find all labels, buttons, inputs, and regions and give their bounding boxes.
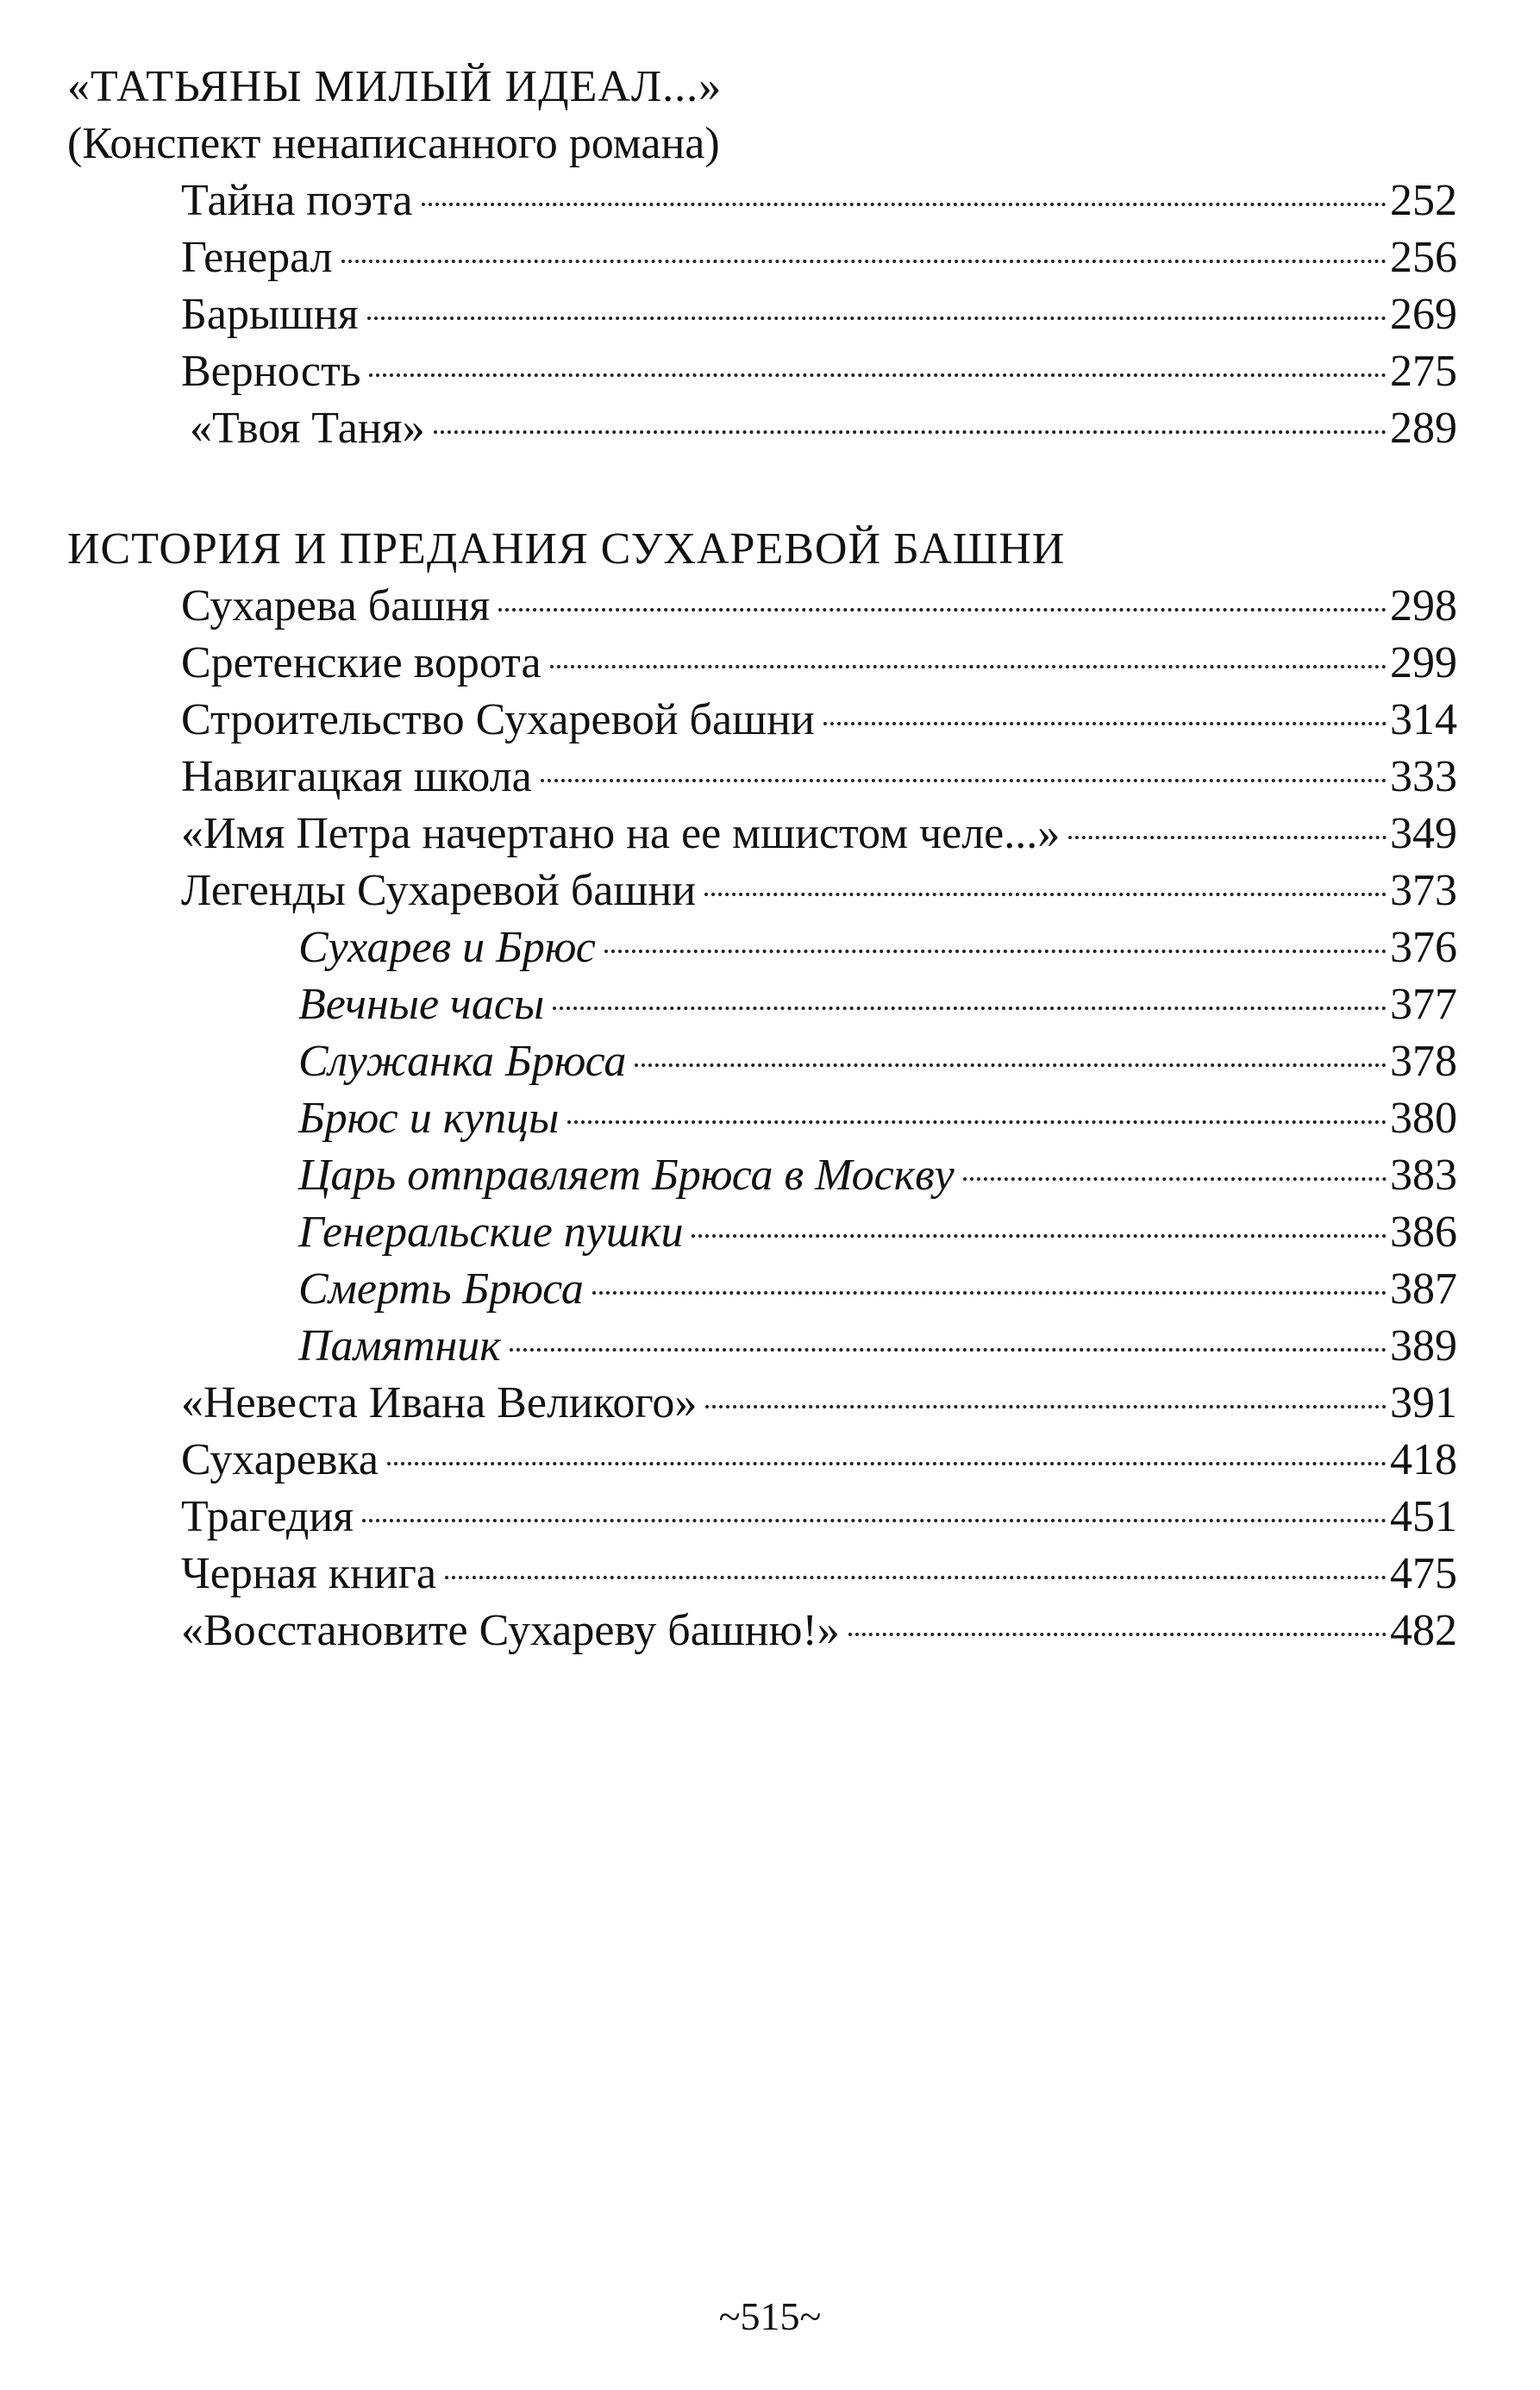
- toc-entry-title: Навигацкая школа: [181, 752, 532, 801]
- toc-entry-title: Трагедия: [181, 1492, 354, 1541]
- toc-entry[interactable]: [67, 1489, 1457, 1546]
- toc-entry-page: 314: [1390, 695, 1457, 744]
- toc-subentry-title: Генеральские пушки: [298, 1208, 684, 1257]
- toc-entry[interactable]: [67, 692, 1457, 749]
- toc-subentry-title: Вечные часы: [298, 980, 545, 1029]
- toc-entry-title: Генерал: [181, 233, 333, 282]
- toc-entry-page: 373: [1390, 866, 1457, 915]
- toc-entry-title: Сухарева башня: [181, 581, 491, 630]
- dot-leader: [705, 1405, 1387, 1408]
- toc-entry-page: 256: [1390, 233, 1457, 282]
- toc-entry-page: 333: [1390, 752, 1457, 801]
- toc-entry[interactable]: [67, 1603, 1457, 1659]
- dot-leader: [498, 608, 1387, 612]
- toc-entry[interactable]: [67, 749, 1457, 806]
- toc-entry-page: 418: [1390, 1435, 1457, 1484]
- toc-subentry-title: Памятник: [298, 1321, 501, 1371]
- dot-leader: [369, 373, 1387, 377]
- toc-subentry[interactable]: [67, 1033, 1457, 1090]
- toc-subentry-page: 376: [1390, 923, 1457, 972]
- toc-subentry-title: Брюс и купцы: [298, 1094, 560, 1143]
- toc-entry-title: Легенды Сухаревой башни: [181, 866, 697, 915]
- toc-subentry-page: 378: [1390, 1037, 1457, 1086]
- section-spacer: [67, 457, 1457, 521]
- toc-entry[interactable]: [67, 286, 1457, 343]
- dot-leader: [434, 430, 1387, 434]
- toc-entry[interactable]: [67, 578, 1457, 635]
- dot-leader: [341, 260, 1387, 263]
- toc-subentry[interactable]: [67, 1318, 1457, 1375]
- toc-entry-title: Верность: [181, 347, 361, 396]
- dot-leader: [445, 1576, 1387, 1579]
- dot-leader: [635, 1063, 1387, 1067]
- toc-subentry[interactable]: [67, 1147, 1457, 1204]
- toc-entry-title: Строительство Сухаревой башни: [181, 695, 815, 744]
- toc-subentry-page: 377: [1390, 980, 1457, 1029]
- toc-entry[interactable]: [67, 173, 1457, 229]
- toc-entry[interactable]: [67, 229, 1457, 286]
- section-title: «ТАТЬЯНЫ МИЛЫЙ ИДЕАЛ...»: [67, 62, 723, 111]
- dot-leader: [1068, 836, 1387, 839]
- toc-list: [67, 578, 1457, 1659]
- toc-entry-page: 252: [1390, 176, 1457, 225]
- dot-leader: [553, 1007, 1387, 1010]
- toc-entry-title: Барышня: [181, 290, 359, 339]
- toc-subentry-title: Сухарев и Брюс: [298, 923, 596, 972]
- dot-leader: [823, 722, 1387, 725]
- dot-leader: [592, 1291, 1387, 1295]
- dot-leader: [541, 779, 1387, 782]
- dot-leader: [963, 1177, 1387, 1181]
- toc-entry[interactable]: [67, 806, 1457, 863]
- toc-entry-title: Тайна поэта: [181, 176, 413, 225]
- toc-entry[interactable]: [67, 1546, 1457, 1603]
- toc-subentry-page: 387: [1390, 1264, 1457, 1314]
- toc-entry-title: «Восстановите Сухареву башню!»: [181, 1606, 840, 1655]
- page-number: ~515~: [718, 2294, 822, 2338]
- section-title: ИСТОРИЯ И ПРЕДАНИЯ СУХАРЕВОЙ БАШНИ: [67, 524, 1066, 574]
- toc-subentry[interactable]: [67, 976, 1457, 1033]
- toc-entry-title: «Твоя Таня»: [190, 404, 425, 453]
- toc-subentry-page: 386: [1390, 1208, 1457, 1257]
- toc-entry-page: 475: [1390, 1549, 1457, 1598]
- dot-leader: [550, 665, 1387, 668]
- dot-leader: [362, 1519, 1387, 1522]
- toc-entry-page: 391: [1390, 1378, 1457, 1427]
- toc-entry-page: 299: [1390, 638, 1457, 687]
- dot-leader: [848, 1633, 1387, 1636]
- dot-leader: [567, 1120, 1387, 1124]
- table-of-contents: [67, 59, 1457, 1659]
- toc-entry-title: «Невеста Ивана Великого»: [181, 1378, 698, 1427]
- toc-entry-title: Сретенские ворота: [181, 638, 542, 687]
- toc-subentry-page: 389: [1390, 1321, 1457, 1371]
- dot-leader: [604, 950, 1387, 953]
- toc-entry-page: 298: [1390, 581, 1457, 630]
- toc-entry[interactable]: [67, 863, 1457, 919]
- toc-entry[interactable]: [67, 400, 1457, 457]
- toc-entry[interactable]: [67, 1432, 1457, 1489]
- toc-entry-page: 275: [1390, 347, 1457, 396]
- dot-leader: [387, 1462, 1387, 1465]
- toc-entry-title: Черная книга: [181, 1549, 437, 1598]
- toc-entry[interactable]: [67, 635, 1457, 692]
- toc-entry-page: 269: [1390, 290, 1457, 339]
- dot-leader: [422, 203, 1387, 206]
- toc-entry[interactable]: [67, 1375, 1457, 1432]
- section-subtitle: (Конспект ненаписанного романа): [67, 119, 720, 168]
- dot-leader: [367, 317, 1387, 320]
- toc-subentry[interactable]: [67, 919, 1457, 976]
- toc-subentry-title: Царь отправляет Брюса в Москву: [298, 1151, 955, 1200]
- toc-entry[interactable]: [67, 343, 1457, 400]
- toc-entry-page: 482: [1390, 1606, 1457, 1655]
- toc-list: [67, 173, 1457, 457]
- toc-subentry[interactable]: [67, 1261, 1457, 1318]
- toc-subentry-title: Смерть Брюса: [298, 1264, 584, 1314]
- toc-entry-page: 289: [1390, 404, 1457, 453]
- toc-entry-page: 451: [1390, 1492, 1457, 1541]
- dot-leader: [510, 1348, 1387, 1352]
- toc-entry-title: Сухаревка: [181, 1435, 379, 1484]
- toc-subentry-page: 383: [1390, 1151, 1457, 1200]
- dot-leader: [704, 893, 1387, 896]
- toc-entry-title: «Имя Петра начертано на ее мшистом челе...»: [181, 809, 1061, 858]
- toc-entry-page: 349: [1390, 809, 1457, 858]
- dot-leader: [692, 1234, 1387, 1238]
- toc-subentry[interactable]: [67, 1090, 1457, 1147]
- toc-subentry-title: Служанка Брюса: [298, 1037, 627, 1086]
- toc-subentry-page: 380: [1390, 1094, 1457, 1143]
- toc-subentry[interactable]: [67, 1204, 1457, 1261]
